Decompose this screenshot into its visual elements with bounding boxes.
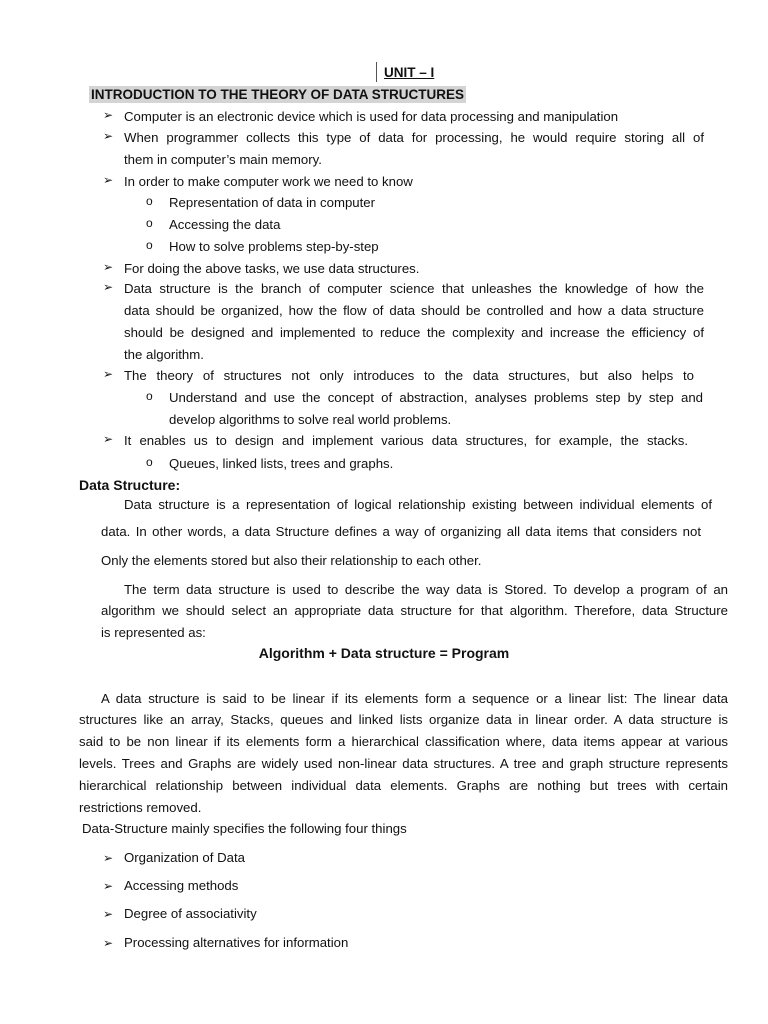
formula: Algorithm + Data structure = Program: [258, 645, 510, 661]
paragraph-line: Only the elements stored but also their relationship to each other.: [101, 553, 482, 568]
arrow-bullet-icon: ➢: [103, 260, 114, 274]
sub-bullet-text: Understand and use the concept of abstraction, analyses problems step by step and: [169, 390, 703, 405]
arrow-bullet-icon: ➢: [103, 108, 114, 122]
circle-bullet-icon: o: [146, 455, 153, 469]
paragraph-line: Data structure is a representation of logical relationship existing between individual elements of: [124, 497, 712, 512]
list-item: Organization of Data: [124, 850, 245, 865]
circle-bullet-icon: o: [146, 216, 153, 230]
arrow-bullet-icon: ➢: [103, 280, 114, 294]
paragraph-line: is represented as:: [101, 625, 206, 640]
sub-bullet-text: Accessing the data: [169, 217, 281, 232]
paragraph-line: structures like an array, Stacks, queues and linked lists organize data in linear order. A data structure is: [79, 712, 728, 727]
bullet-text: should be designed and implemented to reduce the complexity and increase the efficiency of: [124, 325, 704, 340]
bullet-text: Computer is an electronic device which is used for data processing and manipulation: [124, 109, 619, 124]
paragraph-line: A data structure is said to be linear if its elements form a sequence or a linear list: The linear data: [101, 691, 728, 706]
paragraph-line: data. In other words, a data Structure defines a way of organizing all data items that considers not: [101, 524, 701, 539]
circle-bullet-icon: o: [146, 389, 153, 403]
section-heading: Data Structure:: [79, 477, 181, 493]
paragraph-line: The term data structure is used to describe the way data is Stored. To develop a program of an: [124, 582, 728, 597]
paragraph-line: levels. Trees and Graphs are widely used non-linear data structures. A tree and graph structure represents: [79, 756, 728, 771]
paragraph-line: algorithm we should select an appropriate data structure for that algorithm. Therefore, data Structure: [101, 603, 728, 618]
sub-bullet-text: Representation of data in computer: [169, 195, 375, 210]
list-item: Processing alternatives for information: [124, 935, 349, 950]
paragraph-line: Data-Structure mainly specifies the following four things: [82, 821, 407, 836]
arrow-bullet-icon: ➢: [103, 851, 114, 865]
arrow-bullet-icon: ➢: [103, 879, 114, 893]
arrow-bullet-icon: ➢: [103, 173, 114, 187]
bullet-text: data should be organized, how the flow of data should be controlled and how a data structure: [124, 303, 704, 318]
bullet-text: In order to make computer work we need to know: [124, 174, 413, 189]
page-title: INTRODUCTION TO THE THEORY OF DATA STRUCTURES: [91, 87, 464, 102]
bullet-text: the algorithm.: [124, 347, 204, 362]
arrow-bullet-icon: ➢: [103, 129, 114, 143]
arrow-bullet-icon: ➢: [103, 936, 114, 950]
arrow-bullet-icon: ➢: [103, 367, 114, 381]
arrow-bullet-icon: ➢: [103, 907, 114, 921]
paragraph-line: said to be non linear if its elements form a hierarchical classification where, data items appear at various: [79, 734, 728, 749]
arrow-bullet-icon: ➢: [103, 432, 114, 446]
unit-label: UNIT – I: [384, 65, 435, 80]
bullet-text: For doing the above tasks, we use data structures.: [124, 261, 420, 276]
sub-bullet-text: develop algorithms to solve real world problems.: [169, 412, 452, 427]
bullet-text: Data structure is the branch of computer science that unleashes the knowledge of how the: [124, 281, 704, 296]
list-item: Accessing methods: [124, 878, 239, 893]
circle-bullet-icon: o: [146, 238, 153, 252]
bullet-text: The theory of structures not only introduces to the data structures, but also helps to: [124, 368, 694, 383]
sub-bullet-text: Queues, linked lists, trees and graphs.: [169, 456, 394, 471]
unit-divider: [376, 62, 377, 82]
paragraph-line: hierarchical relationship between individual data elements. Graphs are nothing but trees with certain: [79, 778, 728, 793]
list-item: Degree of associativity: [124, 906, 257, 921]
circle-bullet-icon: o: [146, 194, 153, 208]
bullet-text: When programmer collects this type of data for processing, he would require storing all of: [124, 130, 704, 145]
bullet-text: It enables us to design and implement various data structures, for example, the stacks.: [124, 433, 688, 448]
bullet-text: them in computer’s main memory.: [124, 152, 322, 167]
paragraph-line: restrictions removed.: [79, 800, 202, 815]
sub-bullet-text: How to solve problems step-by-step: [169, 239, 379, 254]
